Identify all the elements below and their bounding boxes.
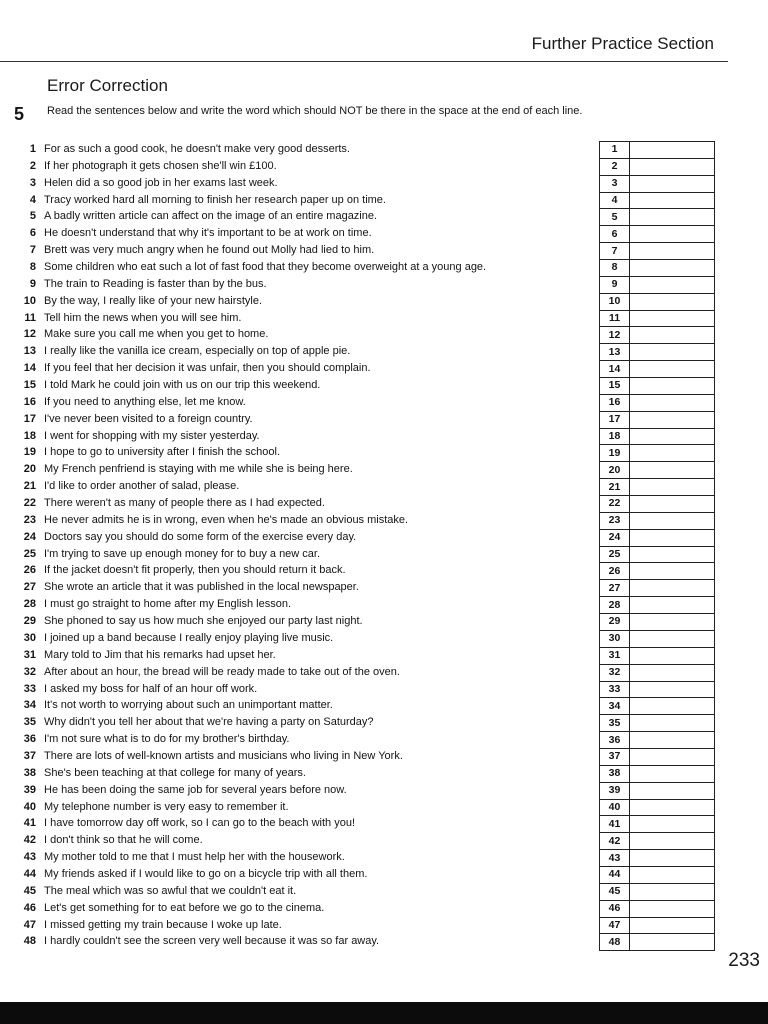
answer-blank[interactable]: [630, 563, 715, 580]
answer-number: 13: [600, 344, 630, 361]
sentence-number: 26: [23, 564, 36, 577]
sentence-row: [14, 731, 594, 748]
answer-number: 42: [600, 833, 630, 850]
sentence-number: 40: [23, 800, 36, 813]
answer-number: 31: [600, 647, 630, 664]
sentence-row: [14, 428, 594, 445]
answer-row: [600, 664, 715, 681]
sentence-row: [14, 310, 594, 327]
answer-number: 26: [600, 563, 630, 580]
answer-blank[interactable]: [630, 428, 715, 445]
answer-blank[interactable]: [630, 142, 715, 159]
answer-row: [600, 765, 715, 782]
answer-number: 9: [600, 276, 630, 293]
answer-number: 32: [600, 664, 630, 681]
sentence-number: 29: [23, 615, 36, 628]
answer-row: [600, 479, 715, 496]
sentence-row: [14, 765, 594, 782]
answer-blank[interactable]: [630, 866, 715, 883]
answer-number: 3: [600, 175, 630, 192]
sentence-text: I'd like to order another of salad, please.: [44, 480, 240, 493]
sentence-row: [14, 900, 594, 917]
answer-row: [600, 934, 715, 951]
answer-row: [600, 563, 715, 580]
answer-blank[interactable]: [630, 917, 715, 934]
answer-row: [600, 361, 715, 378]
answer-number: 23: [600, 512, 630, 529]
sentence-text: I told Mark he could join with us on our trip this weekend.: [44, 379, 321, 392]
sentence-row: [14, 225, 594, 242]
answer-row: [600, 310, 715, 327]
sentence-number: 34: [23, 699, 36, 712]
answer-number: 2: [600, 158, 630, 175]
sentence-row: [14, 697, 594, 714]
answer-blank[interactable]: [630, 614, 715, 631]
sentence-row: [14, 411, 594, 428]
sentence-row: [14, 681, 594, 698]
sentence-row: [14, 478, 594, 495]
sentence-text: There are lots of well-known artists and musicians who living in New York.: [44, 749, 403, 762]
answer-row: [600, 732, 715, 749]
sentence-number: 15: [23, 379, 36, 392]
answer-number: 16: [600, 394, 630, 411]
answer-number: 37: [600, 748, 630, 765]
sentence-row: [14, 259, 594, 276]
sentence-row: [14, 546, 594, 563]
answer-blank[interactable]: [630, 293, 715, 310]
sentence-number: 6: [29, 227, 36, 240]
sentence-row: [14, 208, 594, 225]
answer-number: 21: [600, 479, 630, 496]
sentence-text: Helen did a so good job in her exams last week.: [44, 176, 278, 189]
answer-row: [600, 175, 715, 192]
sentence-number: 45: [23, 884, 36, 897]
answer-blank[interactable]: [630, 816, 715, 833]
answer-row: [600, 681, 715, 698]
answer-row: [600, 276, 715, 293]
answer-number: 11: [600, 310, 630, 327]
answer-blank[interactable]: [630, 496, 715, 513]
answer-blank[interactable]: [630, 833, 715, 850]
sentence-number: 27: [23, 581, 36, 594]
sentence-number: 2: [29, 159, 36, 172]
answer-number: 43: [600, 850, 630, 867]
sentence-row: [14, 562, 594, 579]
sentence-row: [14, 630, 594, 647]
page-number: 233: [728, 950, 760, 971]
sentence-number: 30: [23, 631, 36, 644]
answer-number: 38: [600, 765, 630, 782]
answer-number: 28: [600, 597, 630, 614]
answer-number: 12: [600, 327, 630, 344]
sentence-row: [14, 917, 594, 934]
answer-row: [600, 580, 715, 597]
answer-blank[interactable]: [630, 900, 715, 917]
sentence-text: Some children who eat such a lot of fast food that they become overweight at a young age.: [44, 261, 487, 274]
sentence-row: [14, 883, 594, 900]
answer-row: [600, 158, 715, 175]
sentence-row: [14, 596, 594, 613]
sentence-row: [14, 343, 594, 360]
answer-number: 27: [600, 580, 630, 597]
answer-blank[interactable]: [630, 799, 715, 816]
answer-row: [600, 192, 715, 209]
answer-number: 47: [600, 917, 630, 934]
sentence-text: My mother told to me that I must help her with the housework.: [44, 851, 345, 864]
sentence-number: 44: [23, 867, 36, 880]
answer-blank[interactable]: [630, 546, 715, 563]
answer-number: 1: [600, 142, 630, 159]
answer-number: 14: [600, 361, 630, 378]
answer-number: 20: [600, 462, 630, 479]
sentence-row: [14, 613, 594, 630]
answer-number: 22: [600, 496, 630, 513]
sentence-text: I really like the vanilla ice cream, especially on top of apple pie.: [44, 345, 351, 358]
answer-blank[interactable]: [630, 462, 715, 479]
sentence-number: 22: [23, 497, 36, 510]
answer-number: 7: [600, 243, 630, 260]
sentence-text: I'm trying to save up enough money for to buy a new car.: [44, 547, 321, 560]
answer-number: 36: [600, 732, 630, 749]
answer-blank[interactable]: [630, 445, 715, 462]
answer-blank[interactable]: [630, 732, 715, 749]
sentence-text: I don't think so that he will come.: [44, 834, 203, 847]
answer-number: 30: [600, 630, 630, 647]
answer-number: 35: [600, 715, 630, 732]
answer-blank[interactable]: [630, 664, 715, 681]
answer-row: [600, 260, 715, 277]
sentence-number: 39: [23, 783, 36, 796]
sentence-row: [14, 326, 594, 343]
sentence-text: I've never been visited to a foreign country.: [44, 412, 253, 425]
answer-blank[interactable]: [630, 765, 715, 782]
sentence-text: If her photograph it gets chosen she'll win £100.: [44, 159, 277, 172]
sentence-row: [14, 647, 594, 664]
answer-blank[interactable]: [630, 479, 715, 496]
sentence-row: [14, 394, 594, 411]
answer-row: [600, 243, 715, 260]
exercise-number: 5: [14, 104, 25, 124]
sentence-row: [14, 444, 594, 461]
sentence-number: 14: [23, 362, 36, 375]
sentence-text: Tracy worked hard all morning to finish her research paper up on time.: [44, 193, 386, 206]
answer-blank[interactable]: [630, 411, 715, 428]
sentence-number: 16: [23, 395, 36, 408]
sentence-row: [14, 360, 594, 377]
sentence-number: 10: [23, 294, 36, 307]
answer-blank[interactable]: [630, 698, 715, 715]
sentence-number: 28: [23, 598, 36, 611]
answer-blank[interactable]: [630, 681, 715, 698]
sentence-row: [14, 782, 594, 799]
sentence-text: After about an hour, the bread will be ready made to take out of the oven.: [44, 665, 400, 678]
answer-row: [600, 782, 715, 799]
answer-row: [600, 411, 715, 428]
sentence-text: She's been teaching at that college for many of years.: [44, 766, 306, 779]
answer-blank[interactable]: [630, 647, 715, 664]
sentence-number: 46: [23, 901, 36, 914]
answer-number: 44: [600, 866, 630, 883]
sentence-text: My telephone number is very easy to remember it.: [44, 800, 289, 813]
sentence-number: 17: [23, 412, 36, 425]
answer-number: 19: [600, 445, 630, 462]
bottom-bar: [0, 1002, 768, 1024]
answer-blank[interactable]: [630, 748, 715, 765]
sentence-number: 42: [23, 834, 36, 847]
answer-number: 34: [600, 698, 630, 715]
answer-row: [600, 462, 715, 479]
sentence-row: [14, 158, 594, 175]
sentence-row: [14, 512, 594, 529]
answer-row: [600, 512, 715, 529]
sentence-list: [14, 141, 594, 950]
answer-number: 46: [600, 900, 630, 917]
answer-blank[interactable]: [630, 883, 715, 900]
sentence-text: I joined up a band because I really enjoy playing live music.: [44, 631, 334, 644]
sentence-text: By the way, I really like of your new hairstyle.: [44, 294, 263, 307]
sentence-row: [14, 748, 594, 765]
answer-row: [600, 293, 715, 310]
answer-blank[interactable]: [630, 327, 715, 344]
answer-blank[interactable]: [630, 243, 715, 260]
sentence-number: 38: [23, 766, 36, 779]
answer-blank[interactable]: [630, 344, 715, 361]
answer-row: [600, 833, 715, 850]
answer-blank[interactable]: [630, 310, 715, 327]
answer-row: [600, 142, 715, 159]
answer-number: 39: [600, 782, 630, 799]
answer-number: 40: [600, 799, 630, 816]
answer-row: [600, 597, 715, 614]
answer-blank[interactable]: [630, 715, 715, 732]
answer-number: 4: [600, 192, 630, 209]
sentence-number: 8: [29, 261, 36, 274]
sentence-number: 36: [23, 733, 36, 746]
answer-number: 48: [600, 934, 630, 951]
answer-row: [600, 327, 715, 344]
answer-number: 24: [600, 529, 630, 546]
answer-blank[interactable]: [630, 580, 715, 597]
answer-blank[interactable]: [630, 934, 715, 951]
sentence-number: 12: [23, 328, 36, 341]
sentence-row: [14, 664, 594, 681]
answer-number: 10: [600, 293, 630, 310]
sentence-text: She phoned to say us how much she enjoyed our party last night.: [44, 615, 363, 628]
answer-row: [600, 428, 715, 445]
answer-blank[interactable]: [630, 361, 715, 378]
sentence-row: [14, 175, 594, 192]
sentence-text: My friends asked if I would like to go on a bicycle trip with all them.: [44, 867, 368, 880]
sentence-row: [14, 461, 594, 478]
sentence-number: 47: [23, 918, 36, 931]
answer-blank[interactable]: [630, 192, 715, 209]
answer-number: 29: [600, 614, 630, 631]
sentence-text: He doesn't understand that why it's important to be at work on time.: [44, 227, 372, 240]
answer-blank[interactable]: [630, 394, 715, 411]
sentence-text: The meal which was so awful that we couldn't eat it.: [44, 884, 297, 897]
answer-number: 41: [600, 816, 630, 833]
sentence-text: She wrote an article that it was published in the local newspaper.: [44, 581, 359, 594]
answer-row: [600, 344, 715, 361]
sentence-row: [14, 815, 594, 832]
answer-row: [600, 394, 715, 411]
answer-blank[interactable]: [630, 850, 715, 867]
answer-number: 33: [600, 681, 630, 698]
sentence-row: [14, 276, 594, 293]
sentence-number: 18: [23, 429, 36, 442]
sentence-number: 48: [23, 935, 36, 948]
sentence-number: 9: [29, 277, 36, 290]
sentence-row: [14, 799, 594, 816]
sentence-number: 3: [29, 176, 36, 189]
sentence-number: 19: [23, 446, 36, 459]
sentence-text: My French penfriend is staying with me while she is being here.: [44, 463, 353, 476]
answer-blank[interactable]: [630, 529, 715, 546]
answer-row: [600, 900, 715, 917]
sentence-text: If the jacket doesn't fit properly, then you should return it back.: [44, 564, 346, 577]
sentence-row: [14, 495, 594, 512]
sentence-number: 13: [23, 345, 36, 358]
sentence-text: I went for shopping with my sister yesterday.: [44, 429, 260, 442]
sentence-number: 25: [23, 547, 36, 560]
answer-blank[interactable]: [630, 276, 715, 293]
sentence-number: 21: [23, 480, 36, 493]
sentence-number: 31: [23, 648, 36, 661]
sentence-number: 32: [23, 665, 36, 678]
sentence-row: [14, 529, 594, 546]
exercise-instruction: Read the sentences below and write the word which should NOT be there in the space at the end of each line.: [47, 105, 583, 117]
answer-blank[interactable]: [630, 260, 715, 277]
answer-blank[interactable]: [630, 630, 715, 647]
sentence-number: 5: [29, 210, 36, 223]
answer-number: 15: [600, 378, 630, 395]
answer-row: [600, 445, 715, 462]
answer-row: [600, 496, 715, 513]
sentence-number: 35: [23, 716, 36, 729]
sentence-number: 4: [29, 193, 36, 206]
sentence-text: Mary told to Jim that his remarks had upset her.: [44, 648, 276, 661]
sentence-text: I hardly couldn't see the screen very well because it was so far away.: [44, 935, 380, 948]
sentence-number: 37: [23, 749, 36, 762]
sentence-text: If you feel that her decision it was unfair, then you should complain.: [44, 362, 371, 375]
sentence-row: [14, 141, 594, 158]
answer-row: [600, 850, 715, 867]
answer-blank[interactable]: [630, 597, 715, 614]
sentence-text: It's not worth to worrying about such an unimportant matter.: [44, 699, 333, 712]
answer-row: [600, 546, 715, 563]
sentence-row: [14, 866, 594, 883]
sentence-text: For as such a good cook, he doesn't make very good desserts.: [44, 143, 350, 155]
answer-number: 18: [600, 428, 630, 445]
sentence-number: 1: [29, 143, 36, 155]
answer-number: 25: [600, 546, 630, 563]
sentence-number: 7: [29, 244, 36, 257]
answer-blank[interactable]: [630, 158, 715, 175]
sentence-number: 24: [23, 530, 36, 543]
answer-row: [600, 378, 715, 395]
sentence-row: [14, 714, 594, 731]
answer-blank[interactable]: [630, 512, 715, 529]
sentence-row: [14, 242, 594, 259]
answer-grid: [599, 141, 715, 951]
sentence-number: 33: [23, 682, 36, 695]
sentence-number: 43: [23, 851, 36, 864]
sentence-row: [14, 192, 594, 209]
answer-row: [600, 799, 715, 816]
sentence-number: 23: [23, 513, 36, 526]
answer-blank[interactable]: [630, 226, 715, 243]
sentence-text: I'm not sure what is to do for my brother's birthday.: [44, 733, 290, 746]
answer-row: [600, 715, 715, 732]
sentence-text: I hope to go to university after I finish the school.: [44, 446, 281, 459]
sentence-text: Brett was very much angry when he found out Molly had lied to him.: [44, 244, 375, 257]
sentence-number: 20: [23, 463, 36, 476]
sentence-text: Tell him the news when you will see him.: [44, 311, 242, 324]
sentence-text: I must go straight to home after my English lesson.: [44, 598, 292, 611]
answer-number: 6: [600, 226, 630, 243]
sentence-text: Make sure you call me when you get to home.: [44, 328, 269, 341]
sentence-row: [14, 933, 594, 950]
sentence-text: Why didn't you tell her about that we're having a party on Saturday?: [44, 716, 374, 729]
answer-row: [600, 816, 715, 833]
sentence-row: [14, 849, 594, 866]
answer-row: [600, 883, 715, 900]
answer-number: 45: [600, 883, 630, 900]
sentence-row: [14, 377, 594, 394]
sentence-text: If you need to anything else, let me know.: [44, 395, 246, 408]
page-header-title: Further Practice Section: [531, 34, 714, 53]
sentence-text: A badly written article can affect on the image of an entire magazine.: [44, 210, 378, 223]
answer-blank[interactable]: [630, 209, 715, 226]
sentence-text: I asked my boss for half of an hour off work.: [44, 682, 258, 695]
answer-number: 5: [600, 209, 630, 226]
sentence-number: 11: [24, 311, 36, 324]
answer-row: [600, 209, 715, 226]
sentence-text: I missed getting my train because I woke up late.: [44, 918, 282, 931]
sentence-row: [14, 293, 594, 310]
answer-row: [600, 647, 715, 664]
sentence-text: He has been doing the same job for several years before now.: [44, 783, 347, 796]
sentence-text: The train to Reading is faster than by the bus.: [44, 277, 267, 290]
sentence-text: He never admits he is in wrong, even when he's made an obvious mistake.: [44, 513, 409, 526]
answer-blank[interactable]: [630, 782, 715, 799]
header-rule: [0, 61, 728, 62]
answer-row: [600, 748, 715, 765]
answer-row: [600, 917, 715, 934]
answer-row: [600, 226, 715, 243]
sentence-number: 41: [23, 817, 36, 830]
sentence-text: There weren't as many of people there as I had expected.: [44, 497, 325, 510]
sentence-row: [14, 579, 594, 596]
answer-row: [600, 866, 715, 883]
sentence-text: Doctors say you should do some form of the exercise every day.: [44, 530, 357, 543]
answer-number: 17: [600, 411, 630, 428]
sentence-row: [14, 832, 594, 849]
answer-row: [600, 529, 715, 546]
answer-row: [600, 630, 715, 647]
answer-blank[interactable]: [630, 175, 715, 192]
sentence-text: I have tomorrow day off work, so I can go to the beach with you!: [44, 817, 356, 830]
answer-row: [600, 698, 715, 715]
answer-number: 8: [600, 260, 630, 277]
section-title: Error Correction: [47, 76, 168, 95]
answer-blank[interactable]: [630, 378, 715, 395]
sentence-text: Let's get something for to eat before we go to the cinema.: [44, 901, 325, 914]
answer-row: [600, 614, 715, 631]
